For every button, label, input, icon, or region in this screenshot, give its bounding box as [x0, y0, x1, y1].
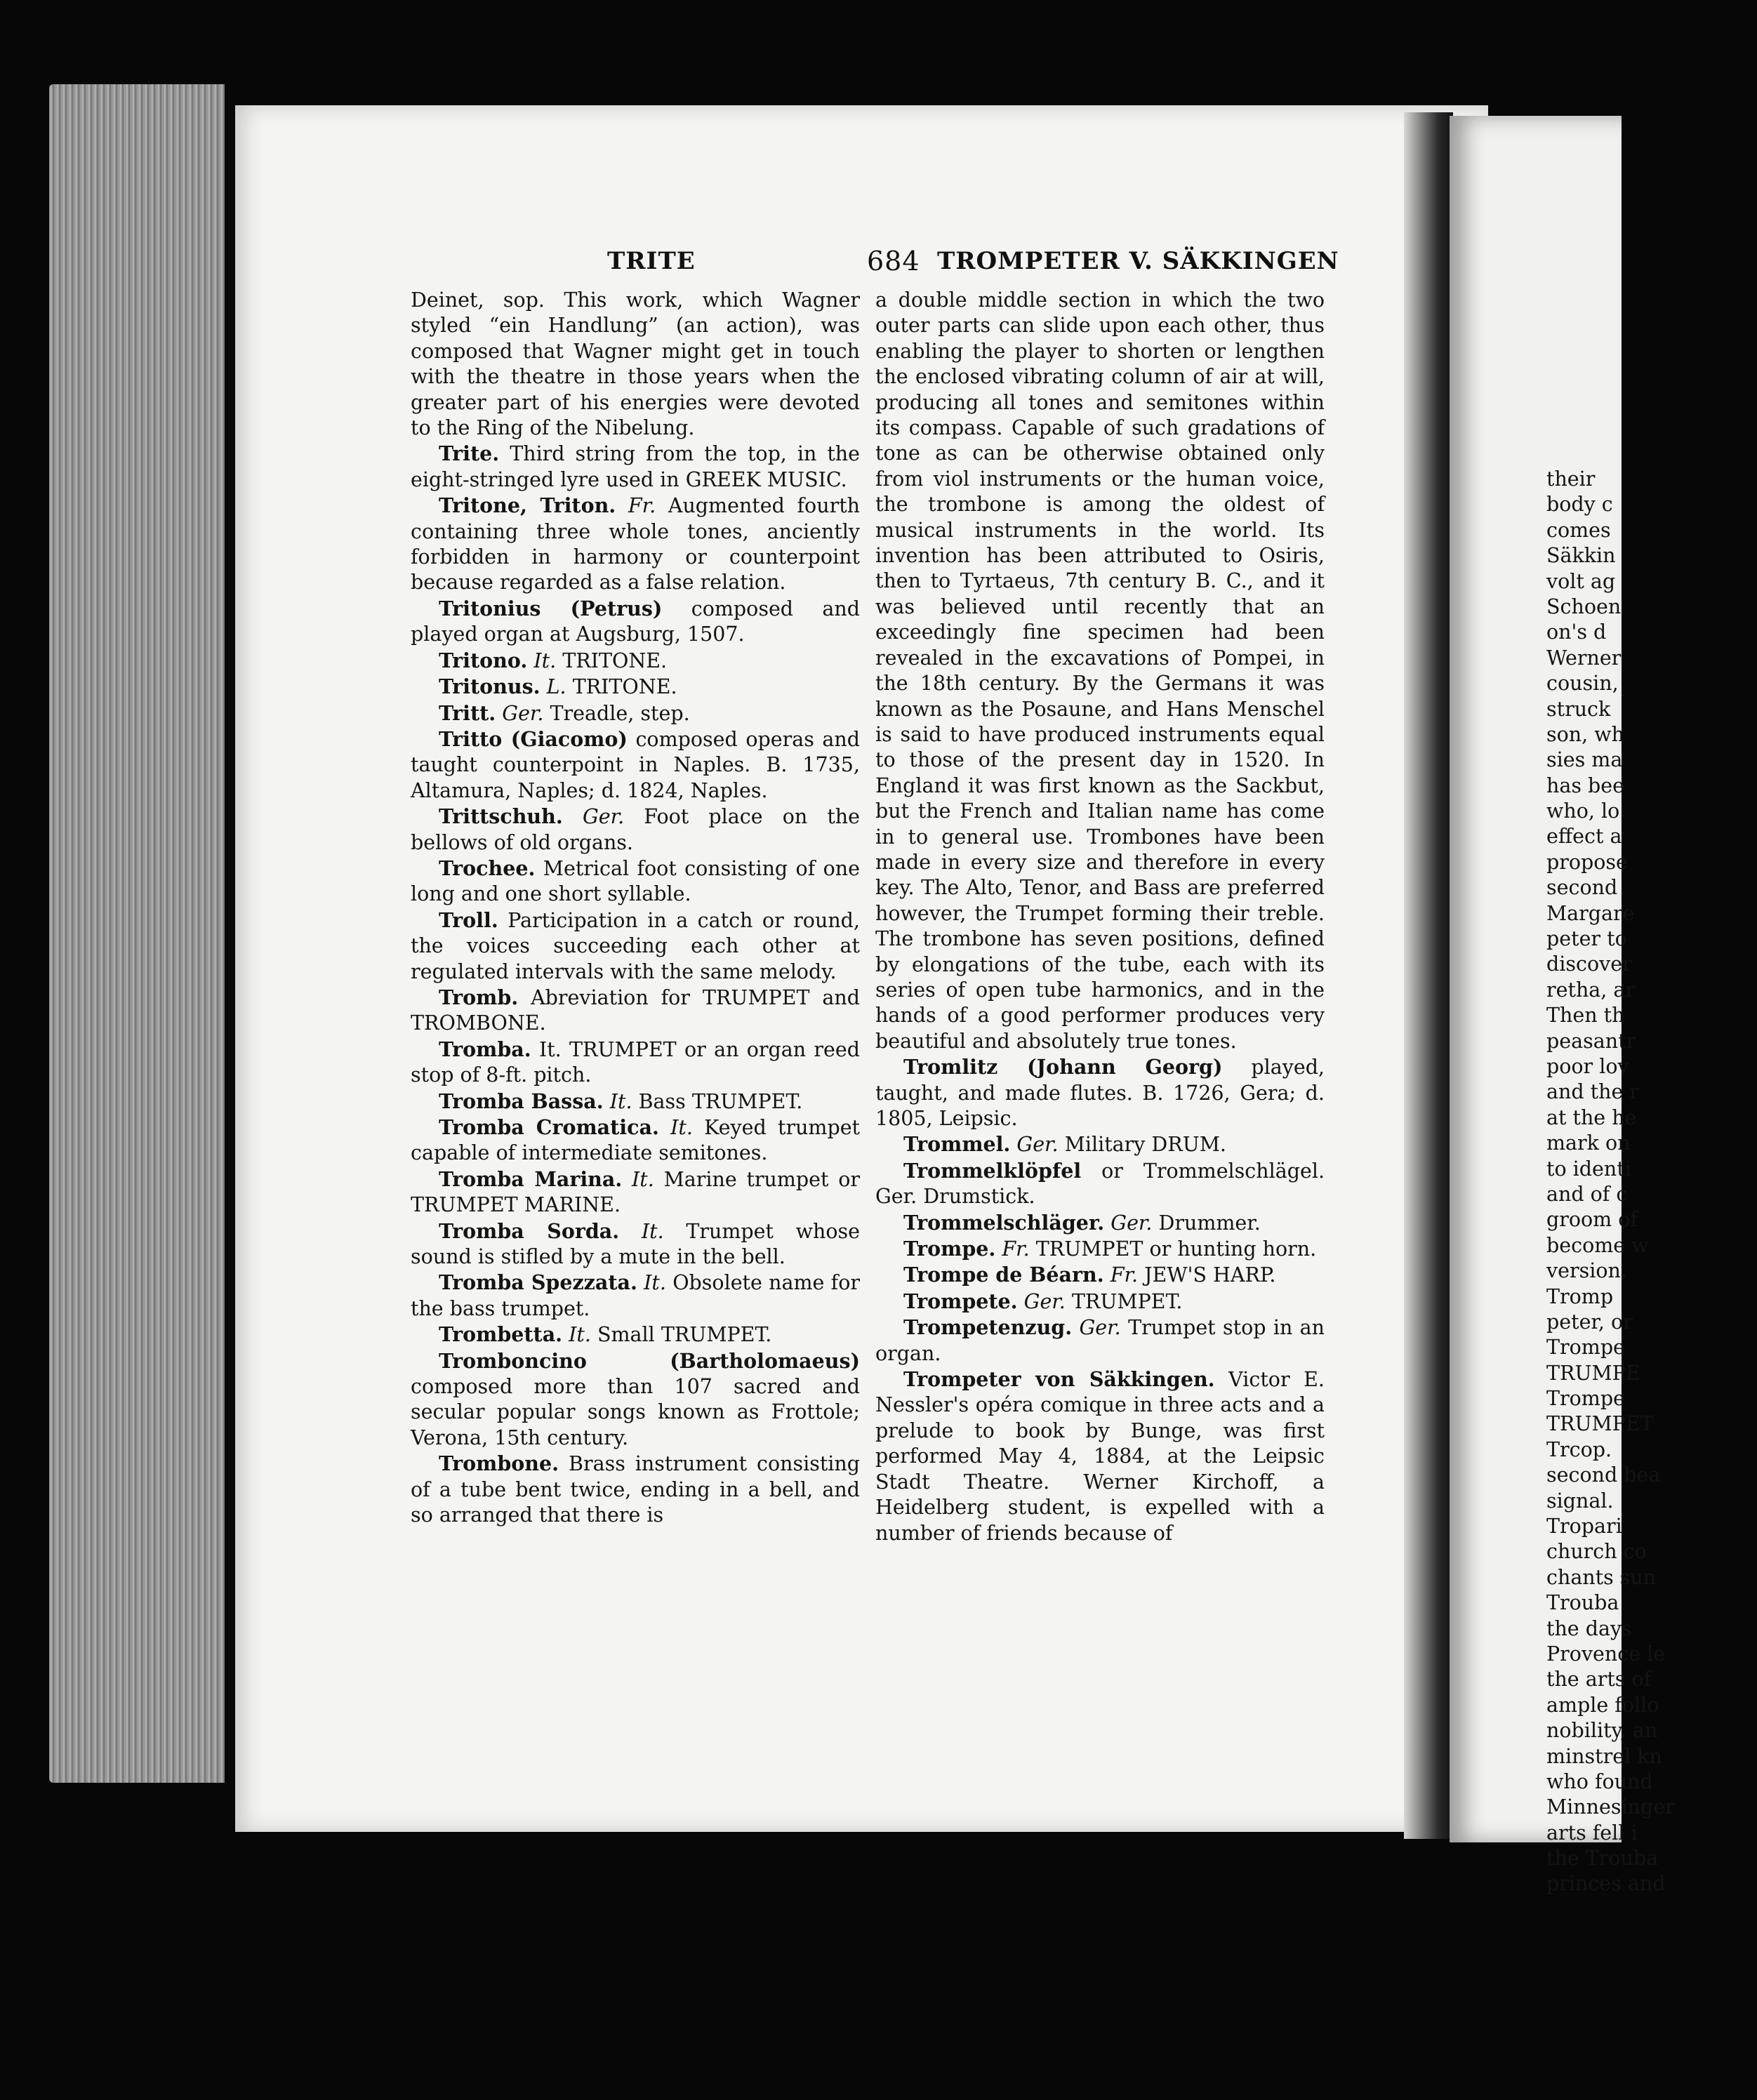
facing-page-line: Säkkin [1546, 544, 1616, 568]
dictionary-entry [411, 804, 860, 856]
dictionary-entry [411, 1115, 860, 1167]
facing-page-line: sies ma [1546, 748, 1623, 772]
entry-language: Ger. [502, 701, 544, 725]
facing-page-line: has bee [1546, 773, 1625, 797]
entry-definition: Augmented fourth containing three whole tones, anciently forbidden in harmony or counterpoint because regarded as a false relation. [411, 494, 861, 594]
facing-page-line: ample follo [1546, 1693, 1659, 1717]
entry-term: Trochee. [439, 856, 536, 880]
book-page-edges [49, 84, 225, 1783]
entry-language: It. [609, 1089, 632, 1113]
entry-definition: Victor E. Nessler's opéra comique in three acts and a prelude to book by Bunge, was first performed May 4, 1884, at the Leipsic Stadt Theatre. Werner Kirchoff, a Heidelberg student, is expelled with a number of friends because of [875, 1368, 1325, 1545]
entry-language: Ger. [582, 805, 625, 829]
entry-definition: Participation in a catch or round, the voices succeeding each other at regulated intervals with the same melody. [411, 908, 860, 983]
facing-page-line: volt ag [1546, 569, 1616, 593]
entry-term: Trompete. [903, 1289, 1018, 1313]
facing-page-line: mark on [1546, 1131, 1631, 1155]
entry-definition: Deinet, sop. This work, which Wagner styled “ein Handlung” (an action), was composed that Wagner might get in touch with the theatre in those years when the greater part of his energies were devoted to the Ring of the Nibelung. [411, 288, 860, 440]
facing-page-line: the Trouba [1546, 1847, 1659, 1870]
entry-term: Tritonus. [439, 674, 541, 699]
entry-term: Tromboncino (Bartholomaeus) [439, 1348, 860, 1373]
entry-term: Tromba Sorda. [439, 1218, 620, 1243]
entry-term: Tritone, Triton. [439, 493, 616, 518]
entry-definition: Trumpet stop in an organ. [875, 1316, 1325, 1365]
right-column [875, 288, 1325, 1546]
dictionary-entry [411, 1089, 860, 1115]
dictionary-entry [875, 1289, 1325, 1315]
facing-page-line: and the r [1546, 1080, 1640, 1104]
facing-page-line: Tromp [1546, 1284, 1614, 1308]
dictionary-entry [875, 1210, 1325, 1236]
facing-page-line: signal. [1546, 1489, 1614, 1513]
entry-language: It. [644, 1271, 666, 1295]
dictionary-entry [875, 288, 1325, 1054]
right-guide-word: TROMPETER V. SÄKKINGEN [937, 247, 1339, 275]
entry-definition: TRITONE. [562, 649, 668, 672]
entry-language: Ger. [1110, 1211, 1153, 1235]
entry-definition: Abreviation for TRUMPET and TROMBONE. [411, 985, 860, 1035]
facing-page-line: Schoen [1546, 594, 1622, 618]
dictionary-entry [411, 1218, 860, 1270]
entry-term: Tromlitz (Johann Georg) [903, 1055, 1223, 1079]
entry-definition: Trumpet whose sound is stifled by a mute in the bell. [411, 1219, 861, 1269]
facing-page-line: comes [1546, 518, 1611, 542]
facing-page-line: the arts of [1546, 1668, 1652, 1692]
dictionary-entry [875, 1236, 1325, 1262]
facing-page-line: cousin, [1546, 672, 1619, 696]
dictionary-entry [411, 1348, 860, 1451]
entry-language: Fr. [1002, 1237, 1030, 1261]
facing-page-line: struck [1546, 697, 1611, 721]
entry-definition: It. TRUMPET or an organ reed stop of 8-ft. pitch. [411, 1037, 861, 1087]
facing-page-line: church co [1546, 1540, 1647, 1564]
entry-language: It. [670, 1116, 693, 1139]
entry-definition: Military DRUM. [1064, 1133, 1226, 1157]
facing-page-line: propose [1546, 850, 1628, 874]
dictionary-entry [411, 1451, 860, 1528]
facing-page-line: Provence le [1546, 1642, 1666, 1666]
dictionary-entry [411, 288, 860, 441]
dictionary-entry [875, 1158, 1325, 1210]
entry-language: Fr. [628, 494, 656, 518]
dictionary-entry [411, 908, 860, 985]
entry-definition: Drummer. [1158, 1211, 1261, 1235]
entry-term: Tromba Spezzata. [439, 1270, 637, 1295]
entry-definition: Third string from the top, in the eight-stringed lyre used in GREEK MUSIC. [411, 442, 860, 491]
entry-language: It. [641, 1219, 664, 1243]
entry-term: Trompetenzug. [903, 1315, 1073, 1340]
entry-term: Tromba Bassa. [439, 1089, 604, 1113]
facing-page-line: their [1546, 467, 1596, 491]
entry-definition: played, taught, and made flutes. B. 1726, Gera; d. 1805, Leipsic. [875, 1056, 1325, 1130]
facing-page [1450, 116, 1675, 1896]
facing-page-line: Trompe [1546, 1387, 1625, 1411]
entry-definition: or Trommelschlägel. Ger. Drumstick. [875, 1159, 1325, 1209]
entry-term: Trommelklöpfel [903, 1158, 1082, 1183]
facing-page-line: at the he [1546, 1105, 1637, 1129]
facing-page-line: Trompe [1546, 1336, 1625, 1360]
facing-page-line: nobility, an [1546, 1719, 1658, 1743]
facing-page-line: discover [1546, 952, 1632, 976]
facing-page-line: arts fell i [1546, 1821, 1638, 1845]
facing-page-line: become w [1546, 1233, 1649, 1257]
facing-page-line: poor lov [1546, 1054, 1629, 1078]
entry-language: It. [569, 1323, 591, 1347]
facing-page-line: groom of [1546, 1208, 1638, 1232]
entry-term: Tromba Cromatica. [439, 1115, 659, 1139]
entry-definition: composed and played organ at Augsburg, 1507. [411, 597, 860, 646]
facing-page-line: princes and [1546, 1872, 1666, 1896]
entry-term: Tritono. [439, 648, 528, 672]
entry-definition: Foot place on the bellows of old organs. [411, 805, 861, 854]
entry-definition: composed operas and taught counterpoint in Naples. B. 1735, Altamura, Naples; d. 1824, Naples. [411, 727, 860, 802]
entry-definition: Marine trumpet or TRUMPET MARINE. [411, 1167, 861, 1217]
entry-language: It. [632, 1167, 654, 1191]
facing-page-line: effect a [1546, 825, 1622, 849]
dictionary-entry [411, 674, 860, 700]
facing-page-line: Trouba [1546, 1591, 1619, 1615]
entry-term: Trittschuh. [439, 804, 563, 829]
entry-term: Trite. [439, 441, 500, 466]
dictionary-entry [411, 596, 860, 648]
entry-term: Trommelschläger. [903, 1210, 1105, 1235]
facing-page-line: minstrel kn [1546, 1744, 1662, 1768]
facing-page-line: Werner [1546, 646, 1622, 670]
entry-term: Trombone. [439, 1451, 559, 1476]
facing-page-line: on's d [1546, 620, 1607, 644]
page-number: 684 [867, 246, 920, 277]
entry-definition: Brass instrument consisting of a tube bent twice, ending in a bell, and so arranged that there is [411, 1452, 861, 1527]
entry-definition: TRUMPET. [1071, 1289, 1183, 1313]
dictionary-entry [411, 1322, 860, 1348]
entry-term: Tritt. [439, 700, 496, 725]
left-column [411, 288, 860, 1529]
entry-definition: JEW'S HARP. [1144, 1263, 1276, 1287]
entry-term: Troll. [439, 908, 498, 932]
entry-language: Ger. [1023, 1289, 1066, 1313]
facing-page-line: chants sun [1546, 1565, 1657, 1589]
facing-page-line: peter, or [1546, 1310, 1633, 1334]
facing-page-line: body c [1546, 493, 1613, 517]
entry-term: Tromba Marina. [439, 1167, 623, 1191]
dictionary-entry [411, 1037, 860, 1089]
facing-page-line: Margare [1546, 901, 1635, 925]
facing-page-line: second [1546, 876, 1618, 900]
dictionary-entry [411, 700, 860, 726]
entry-definition: Treadle, step. [550, 701, 690, 725]
entry-language: L. [546, 675, 566, 699]
facing-page-line: TRUMPE [1546, 1361, 1640, 1385]
entry-language: Ger. [1079, 1316, 1121, 1340]
facing-page-line: Minnesinger [1546, 1795, 1675, 1819]
entry-definition: Metrical foot consisting of one long and one short syllable. [411, 856, 860, 906]
entry-term: Trompe de Béarn. [903, 1263, 1104, 1287]
dictionary-entry [411, 1167, 860, 1218]
facing-page-line: peasantr [1546, 1029, 1636, 1053]
entry-definition: TRITONE. [572, 675, 677, 699]
entry-term: Trompeter von Säkkingen. [903, 1367, 1215, 1392]
facing-page-line: and of c [1546, 1182, 1628, 1206]
dictionary-entry [875, 1054, 1325, 1131]
running-header [404, 247, 1341, 282]
facing-page-line: version. [1546, 1259, 1627, 1283]
facing-page-line: Then th [1546, 1004, 1625, 1028]
facing-page-line: second bea [1546, 1463, 1661, 1487]
entry-language: It. [533, 649, 557, 672]
entry-definition: Keyed trumpet capable of intermediate semitones. [411, 1116, 861, 1165]
entry-term: Trommel. [903, 1132, 1011, 1157]
facing-page-line: Trcop. [1546, 1437, 1612, 1461]
dictionary-entry [875, 1367, 1325, 1546]
dictionary-entry [411, 493, 860, 596]
entry-term: Tritto (Giacomo) [439, 726, 628, 751]
dictionary-entry [875, 1262, 1325, 1288]
dictionary-entry [411, 1270, 860, 1322]
facing-page-line: retha, ar [1546, 978, 1636, 1002]
entry-definition: TRUMPET or hunting horn. [1035, 1237, 1317, 1261]
entry-definition: a double middle section in which the two outer parts can slide upon each other, thus enabling the player to shorten or lengthen the enclosed vibrating column of air at will, producing all tones and semitones within its compass. Capable of such gradations of tone as can be otherwise obtained only from viol instruments or the human voice, the trombone is among the oldest of musical instruments in the world. Its invention has been attributed to Osiris, then to Tyrtaeus, 7th century B. C., and it was believed until recently that an exceedingly fine specimen had been revealed in the excavations of Pompei, in the 18th century. By the Germans it was known as the Posaune, and Hans Menschel is said to have produced instruments equal to those of the present day in 1520. In England it was first known as the Sackbut, but the French and Italian name has come in to general use. Trombones have been made in every size and therefore in every key. The Alto, Tenor, and Bass are preferred however, the Trumpet forming their treble. The trombone has seven positions, defined by elongations of the tube, each with its series of open tube harmonics, and in the hands of a good performer produces very beautiful and absolutely true tones. [875, 288, 1325, 1053]
dictionary-entry [411, 985, 860, 1037]
facing-page-line: son, wh [1546, 722, 1625, 746]
facing-page-line: TRUMPET [1546, 1412, 1654, 1436]
entry-term: Tromb. [439, 985, 519, 1009]
dictionary-entry [411, 726, 860, 804]
entry-definition: Small TRUMPET. [597, 1323, 772, 1347]
dictionary-entry [875, 1131, 1325, 1157]
facing-page-line: peter to [1546, 927, 1627, 951]
facing-page-line: Tropari [1546, 1515, 1622, 1539]
entry-term: Tritonius (Petrus) [439, 596, 663, 620]
entry-term: Tromba. [439, 1037, 531, 1061]
facing-page-line: the days [1546, 1616, 1632, 1640]
entry-definition: Obsolete name for the bass trumpet. [411, 1271, 860, 1320]
facing-page-line: who found [1546, 1769, 1653, 1793]
dictionary-entry [875, 1315, 1325, 1367]
entry-language: Ger. [1016, 1133, 1059, 1157]
book-gutter [1404, 112, 1453, 1839]
entry-term: Trompe. [903, 1237, 996, 1261]
entry-language: Fr. [1110, 1263, 1139, 1287]
entry-definition: Bass TRUMPET. [638, 1089, 803, 1113]
left-guide-word: TRITE [607, 247, 696, 275]
dictionary-entry [411, 648, 860, 674]
dictionary-entry [411, 856, 860, 908]
entry-term: Trombetta. [439, 1322, 563, 1347]
entry-definition: composed more than 107 sacred and secular popular songs known as Frottole; Verona, 15th century. [411, 1375, 860, 1449]
facing-page-line: who, lo [1546, 799, 1620, 823]
facing-page-line: to identi [1546, 1157, 1631, 1181]
facing-page-text [1546, 467, 1757, 1897]
dictionary-entry [411, 441, 860, 493]
